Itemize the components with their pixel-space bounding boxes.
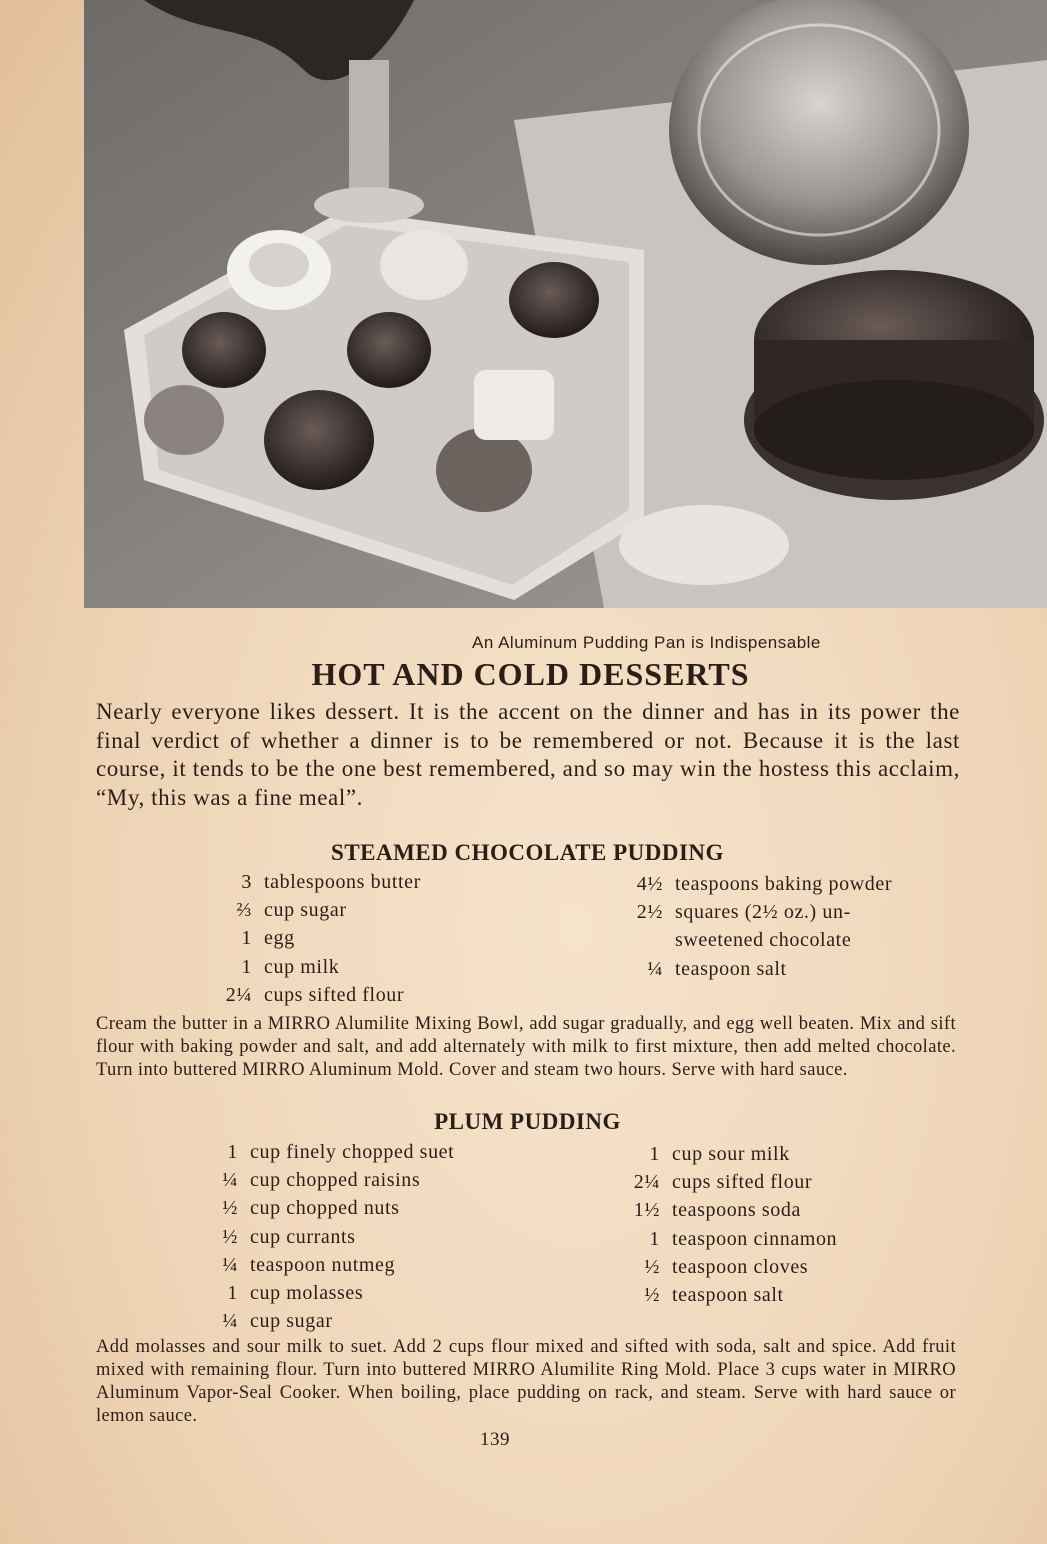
ingredient-item: egg xyxy=(264,927,295,950)
ingredient-qty: 1 xyxy=(227,1282,238,1305)
ingredient-row xyxy=(576,1281,837,1309)
ingredient-list-left xyxy=(168,1138,454,1335)
ingredient-qty: ½ xyxy=(644,1255,660,1278)
page-number: 139 xyxy=(480,1429,510,1450)
ingredient-item: teaspoons baking powder xyxy=(675,873,893,895)
ingredient-qty: 2¼ xyxy=(633,1171,660,1194)
ingredient-qty: 2½ xyxy=(636,901,663,924)
ingredient-row xyxy=(168,1307,454,1335)
ingredient-item: teaspoon salt xyxy=(675,957,787,980)
ingredient-qty: ⅔ xyxy=(236,899,252,922)
ingredient-item: cup sugar xyxy=(264,899,347,922)
ingredient-item: cup chopped nuts xyxy=(250,1197,400,1220)
ingredient-qty: ½ xyxy=(222,1197,238,1220)
ingredient-row xyxy=(168,1251,454,1279)
ingredient-item: cup milk xyxy=(264,955,340,978)
recipe-method: Add molasses and sour milk to suet. Add 2 cups flour mixed and sifted with soda, salt and spice. Add fruit mixed with remaining flour. Turn into buttered MIRRO Alumilite Ring Mold. Place 3 cups water in MIRRO Aluminum Vapor-Seal Cooker. When boiling, place pudding on rack, and steam. Serve with hard sauce or lemon sauce. xyxy=(96,1337,956,1426)
ingredient-qty: 1½ xyxy=(633,1199,660,1222)
ingredient-qty: ½ xyxy=(644,1284,660,1307)
ingredient-row xyxy=(168,981,421,1009)
ingredient-qty: 1 xyxy=(227,1141,238,1163)
ingredient-row xyxy=(576,1225,837,1253)
ingredient-row xyxy=(168,1279,454,1307)
ingredient-item: cups sifted flour xyxy=(672,1171,813,1194)
ingredient-row xyxy=(168,868,421,896)
ingredient-item: cup molasses xyxy=(250,1282,364,1305)
ingredient-item: teaspoon cloves xyxy=(672,1255,809,1278)
ingredient-row xyxy=(168,953,421,981)
ingredient-row xyxy=(576,1196,837,1224)
ingredient-item: cup sugar xyxy=(250,1310,333,1333)
ingredient-row xyxy=(576,1168,837,1196)
ingredient-row xyxy=(576,1140,837,1168)
ingredient-qty: 1 xyxy=(649,1143,660,1165)
ingredient-list-left xyxy=(168,868,421,1009)
ingredient-qty xyxy=(576,926,675,954)
dessert-photo xyxy=(84,0,1047,608)
ingredient-qty: 1 xyxy=(649,1227,660,1250)
ingredient-item: cup sour milk xyxy=(672,1143,790,1165)
ingredient-qty: 3 xyxy=(241,871,252,893)
ingredient-item: teaspoon cinnamon xyxy=(672,1227,838,1250)
ingredient-qty: ¼ xyxy=(222,1310,238,1333)
recipe-title: PLUM PUDDING xyxy=(434,1109,621,1134)
recipe-method: Cream the butter in a MIRRO Alumilite Mixing Bowl, add sugar gradually, and egg well beaten. Mix and sift flour with baking powder and salt, and add alternately with milk to first mixture, then add melted chocolate. Turn into buttered MIRRO Aluminum Mold. Cover and steam two hours. Serve with hard sauce. xyxy=(96,1014,956,1080)
ingredient-item: teaspoon salt xyxy=(672,1284,784,1307)
ingredient-item: teaspoons soda xyxy=(672,1199,801,1222)
ingredient-qty: ¼ xyxy=(647,957,663,980)
ingredient-row xyxy=(168,1223,454,1251)
ingredient-row xyxy=(576,898,892,926)
ingredient-qty: ¼ xyxy=(222,1169,238,1192)
ingredient-item: tablespoons butter xyxy=(264,871,421,893)
ingredient-row xyxy=(168,1166,454,1194)
ingredient-qty: 1 xyxy=(241,955,252,978)
ingredient-row xyxy=(576,870,892,898)
ingredient-item: sweetened chocolate xyxy=(675,929,852,952)
ingredient-item: cups sifted flour xyxy=(264,983,405,1006)
ingredient-row xyxy=(576,955,892,983)
ingredient-item: cup chopped raisins xyxy=(250,1169,421,1192)
ingredient-qty: 4½ xyxy=(636,873,663,895)
ingredient-item: cup currants xyxy=(250,1225,356,1248)
ingredient-row xyxy=(168,896,421,924)
ingredient-item: cup finely chopped suet xyxy=(250,1141,455,1163)
ingredient-qty: 2¼ xyxy=(225,983,252,1006)
ingredient-qty: ¼ xyxy=(222,1253,238,1276)
intro-paragraph: Nearly everyone likes dessert. It is the accent on the dinner and has in its power the final verdict of whether a dinner is to be remembered or not. Because it is the last course, it tends to be the one best remembered, and so may win the hostess this acclaim, “My, this was a fine meal”. xyxy=(96,699,960,810)
recipe-title: STEAMED CHOCOLATE PUDDING xyxy=(331,840,724,865)
ingredient-qty: ½ xyxy=(222,1225,238,1248)
ingredient-list-right xyxy=(576,870,892,983)
page-title: HOT AND COLD DESSERTS xyxy=(311,656,750,692)
ingredient-row xyxy=(168,1194,454,1222)
photo-caption: An Aluminum Pudding Pan is Indispensable xyxy=(472,633,821,652)
ingredient-row xyxy=(576,926,892,954)
ingredient-item: squares (2½ oz.) un- xyxy=(675,901,851,924)
ingredient-row xyxy=(168,924,421,952)
ingredient-row xyxy=(168,1138,454,1166)
ingredient-list-right xyxy=(576,1140,837,1309)
ingredient-qty: 1 xyxy=(241,927,252,950)
ingredient-item: teaspoon nutmeg xyxy=(250,1253,396,1276)
dessert-photo-icon xyxy=(84,0,1047,608)
ingredient-row xyxy=(576,1253,837,1281)
